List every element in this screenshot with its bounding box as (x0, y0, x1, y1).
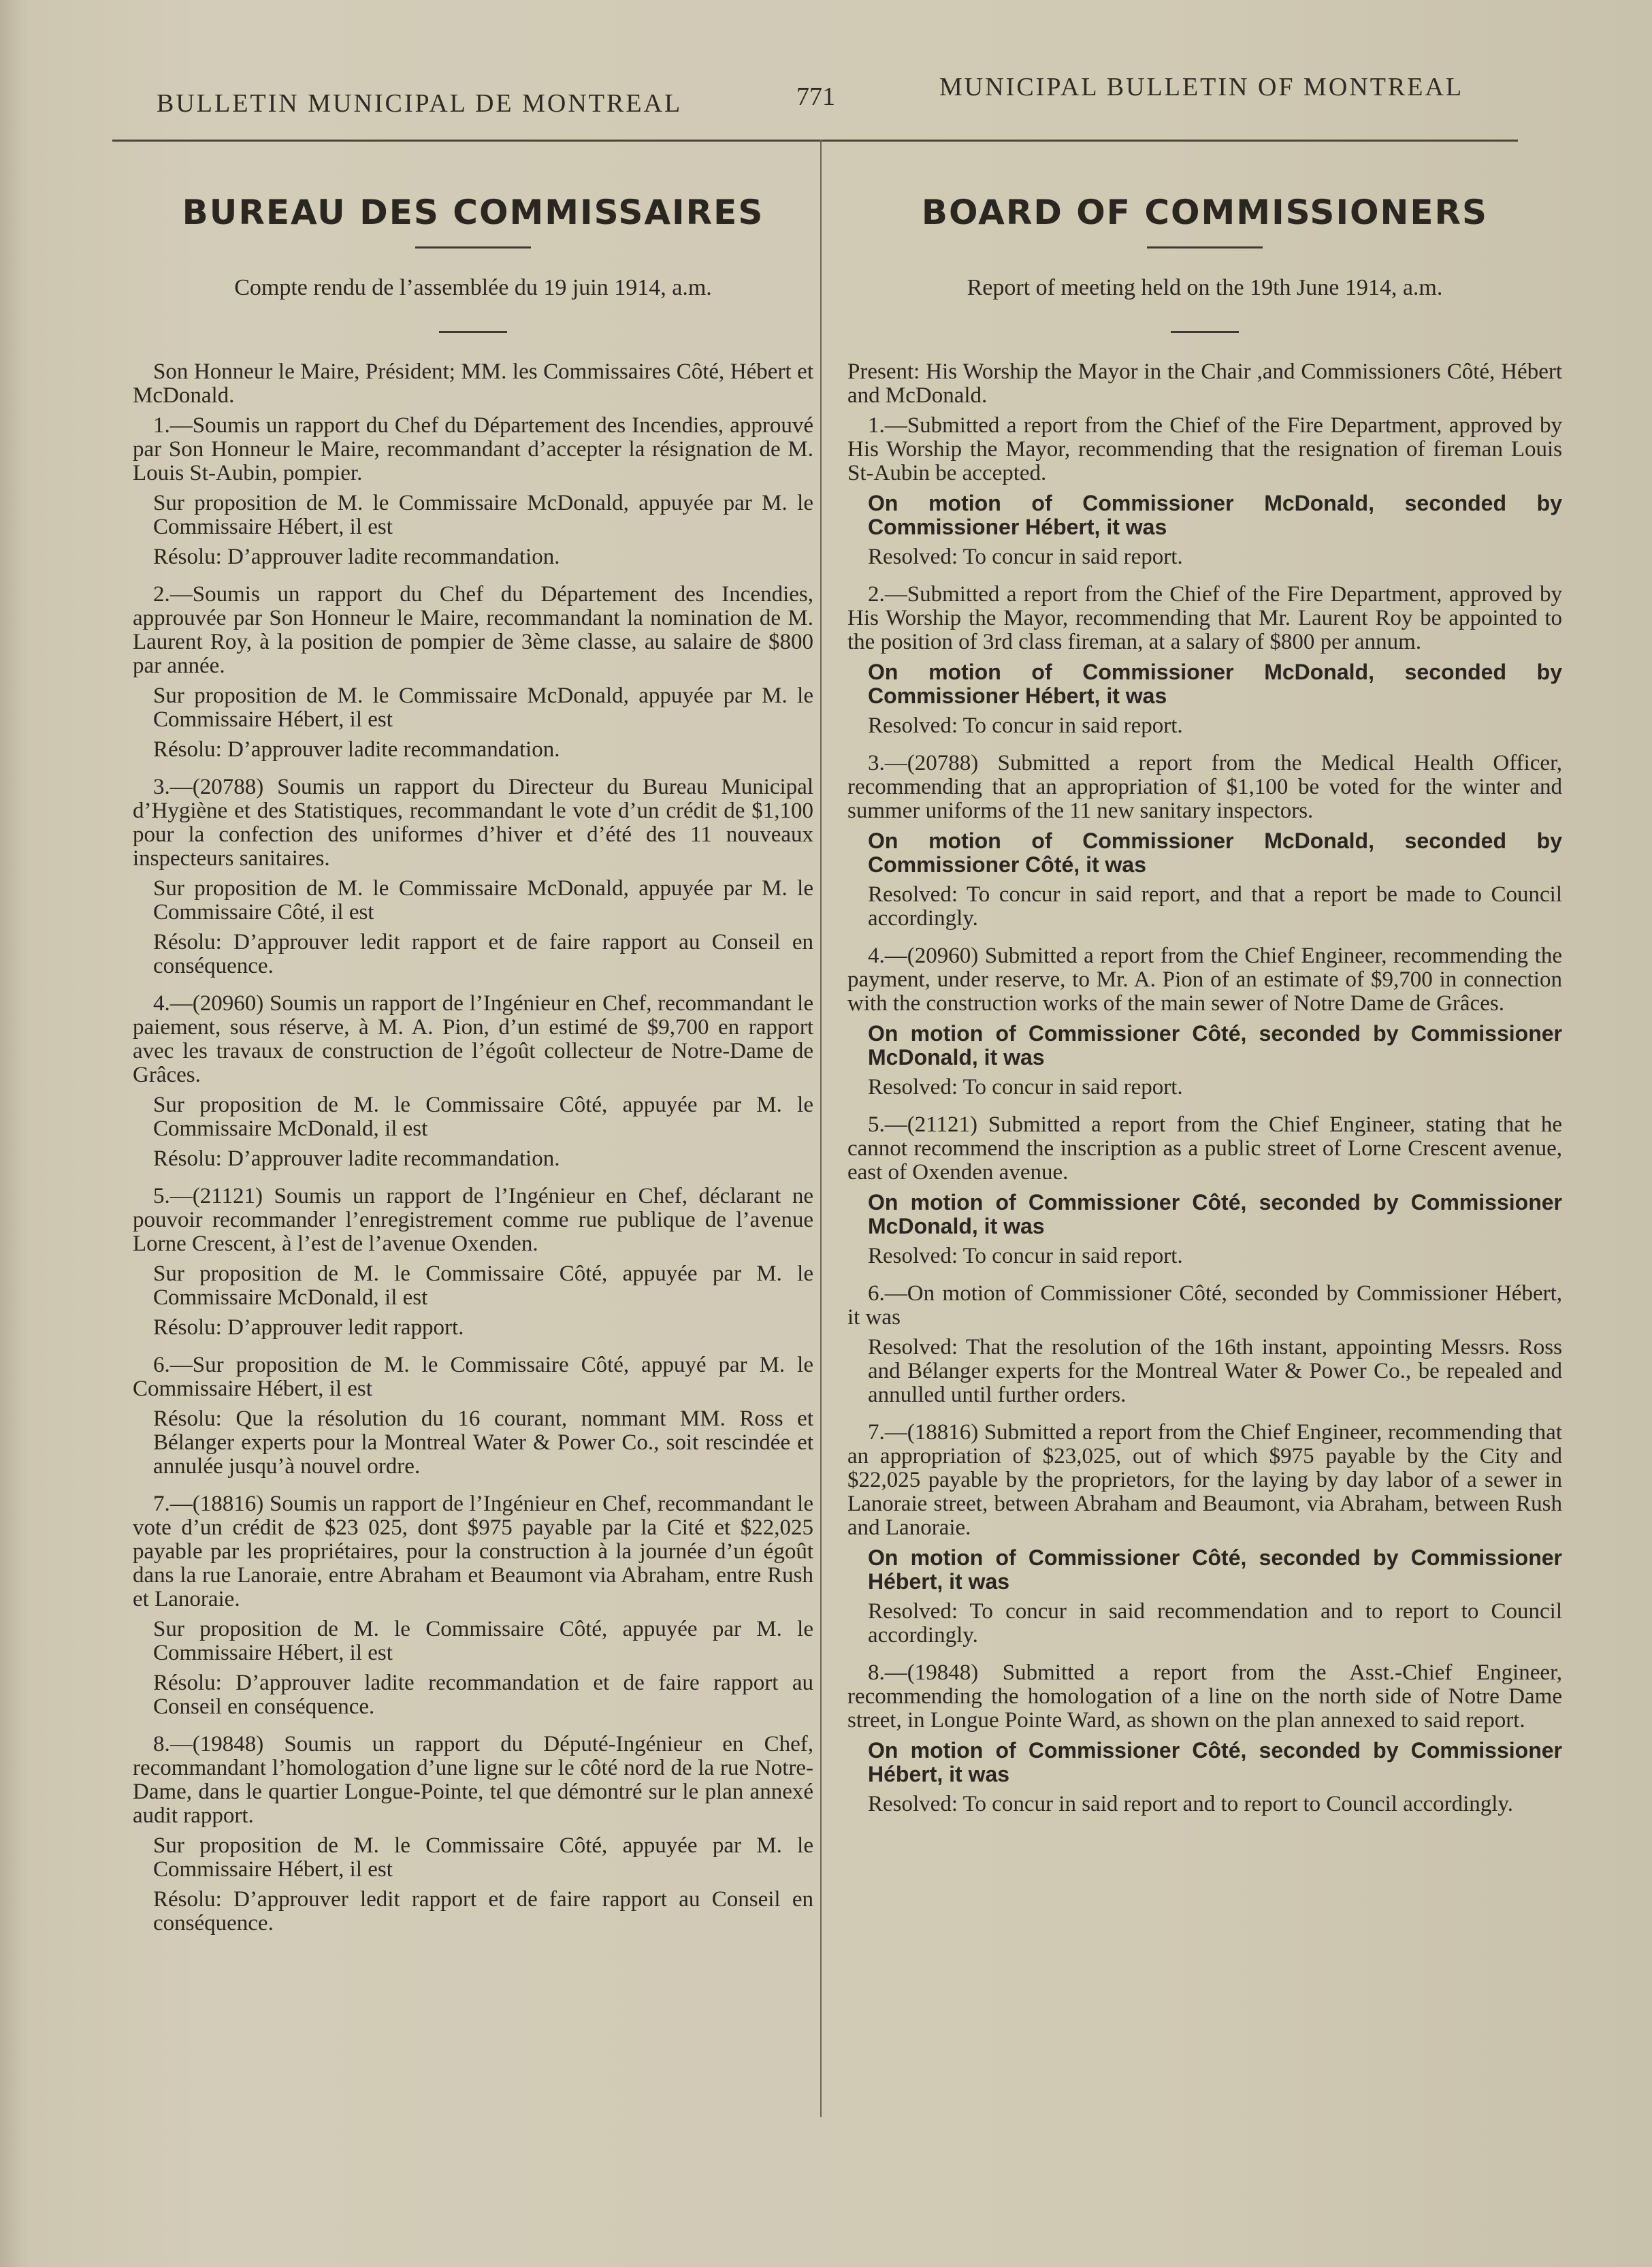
header-right-title: MUNICIPAL BULLETIN OF MONTREAL (939, 73, 1464, 101)
french-item-motion: Sur proposition de M. le Commissaire Côté, appuyée par M. le Commissaire McDonald, il est (153, 1093, 813, 1141)
english-item-resolved: Resolved: To concur in said report. (868, 1244, 1183, 1268)
french-item-text: 7.—(18816) Soumis un rapport de l’Ingénieur en Chef, recommandant le vote d’un crédit de $23 025, dont $975 payable par la Cité et $22,025 payable par les propriétaires, pour la construction à la journée d’un égoût dans la rue Lanoraie, entre Abraham et Beaumont via Abraham, entre Rush et Lanoraie. (133, 1492, 813, 1611)
page-number: 771 (796, 82, 835, 111)
english-subtitle: Report of meeting held on the 19th June 1914, a.m. (967, 275, 1443, 300)
french-item-text: 5.—(21121) Soumis un rapport de l’Ingénieur en Chef, déclarant ne pouvoir recommander l’enregistrement comme rue publique de l’avenue Lorne Crescent, à l’est de l’avenue Oxenden. (133, 1184, 813, 1256)
page-header (109, 68, 1525, 123)
french-item-resolved: Résolu: D’approuver ledit rapport et de faire rapport au Conseil en conséquence. (153, 930, 813, 978)
english-item-resolved: Resolved: To concur in said recommendation and to report to Council accordingly. (868, 1599, 1562, 1647)
english-item-text: 3.—(20788) Submitted a report from the Medical Health Officer, recommending that an appropriation of $1,100 be voted for the winter and summer uniforms of the 11 new sanitary inspectors. (847, 751, 1562, 823)
english-item-resolved: Resolved: To concur in said report. (868, 1075, 1183, 1099)
french-column (133, 157, 813, 1949)
english-item-motion: On motion of Commissioner McDonald, seconded by Commissioner Hébert, it was (868, 660, 1562, 708)
french-item-motion: Sur proposition de M. le Commissaire Côté, appuyée par M. le Commissaire Hébert, il est (153, 1617, 813, 1665)
english-item-motion: On motion of Commissioner McDonald, seconded by Commissioner Hébert, it was (868, 491, 1562, 539)
english-item-resolved: Resolved: That the resolution of the 16th instant, appointing Messrs. Ross and Bélanger experts for the Montreal Water & Power Co., be repealed and annulled until further orders. (868, 1335, 1562, 1407)
french-item-motion: Sur proposition de M. le Commissaire Côté, appuyée par M. le Commissaire Hébert, il est (153, 1833, 813, 1882)
english-item-text: 8.—(19848) Submitted a report from the Asst.-Chief Engineer, recommending the homologation of a line on the north side of Notre Dame street, in Longue Pointe Ward, as shown on the plan annexed to said report. (847, 1660, 1562, 1733)
english-item-text: 2.—Submitted a report from the Chief of the Fire Department, approved by His Worship the Mayor, recommending that Mr. Laurent Roy be appointed to the position of 3rd class fireman, at a salary of $800 per annum. (847, 582, 1562, 654)
french-item-resolved: Résolu: D’approuver ladite recommandation et de faire rapport au Conseil en conséquence. (153, 1671, 813, 1719)
english-item-text: 6.—On motion of Commissioner Côté, seconded by Commissioner Hébert, it was (847, 1281, 1562, 1330)
french-item-text: 6.—Sur proposition de M. le Commissaire Côté, appuyé par M. le Commissaire Hébert, il est (133, 1353, 813, 1401)
header-left-title: BULLETIN MUNICIPAL DE MONTREAL (157, 89, 683, 118)
subtitle-rule (1171, 331, 1239, 333)
english-item-motion: On motion of Commissioner Côté, seconded by Commissioner Hébert, it was (868, 1545, 1562, 1594)
french-item-resolved: Résolu: D’approuver ladite recommandation. (153, 1146, 560, 1171)
english-item-text: 1.—Submitted a report from the Chief of the Fire Department, approved by His Worship the Mayor, recommending that the resignation of fireman Louis St-Aubin be accepted. (847, 413, 1562, 485)
french-item-resolved: Résolu: Que la résolution du 16 courant, nommant MM. Ross et Bélanger experts pour la Montreal Water & Power Co., soit rescindée et annulée jusqu’à nouvel ordre. (153, 1406, 813, 1479)
english-item-resolved: Resolved: To concur in said report and to report to Council accordingly. (868, 1792, 1514, 1816)
french-item-text: 4.—(20960) Soumis un rapport de l’Ingénieur en Chef, recommandant le paiement, sous réserve, à M. A. Pion, d’un estimé de $9,700 en rapport avec les travaux de construction de l’égoût collecteur de Notre-Dame de Grâces. (133, 991, 813, 1087)
english-column (847, 157, 1562, 1830)
french-title: BUREAU DES COMMISSAIRES (182, 193, 764, 232)
english-present: Present: His Worship the Mayor in the Chair ,and Commissioners Côté, Hébert and McDonald. (847, 359, 1562, 408)
english-item-text: 7.—(18816) Submitted a report from the Chief Engineer, recommending that an appropriation of $23,025, out of which $975 payable by the City and $22,025 payable by the proprietors, for the laying by day labor of a sewer in Lanoraie street, between Abraham and Beaumont, via Abraham, between Rush and Lanoraie. (847, 1420, 1562, 1540)
french-item-resolved: Résolu: D’approuver ladite recommandation. (153, 737, 560, 762)
english-item-text: 5.—(21121) Submitted a report from the Chief Engineer, stating that he cannot recommend the inscription as a public street of Lorne Crescent avenue, east of Oxenden avenue. (847, 1112, 1562, 1185)
french-item-motion: Sur proposition de M. le Commissaire McDonald, appuyée par M. le Commissaire Côté, il est (153, 876, 813, 925)
english-title: BOARD OF COMMISSIONERS (921, 193, 1489, 232)
french-item-motion: Sur proposition de M. le Commissaire Côté, appuyée par M. le Commissaire McDonald, il est (153, 1261, 813, 1310)
title-rule (1147, 246, 1263, 248)
french-present: Son Honneur le Maire, Président; MM. les Commissaires Côté, Hébert et McDonald. (133, 359, 813, 408)
english-item-resolved: Resolved: To concur in said report. (868, 545, 1183, 569)
french-item-text: 1.—Soumis un rapport du Chef du Département des Incendies, approuvé par Son Honneur le Maire, recommandant d’accepter la résignation de M. Louis St-Aubin, pompier. (133, 413, 813, 485)
english-item-text: 4.—(20960) Submitted a report from the Chief Engineer, recommending the payment, under reserve, to Mr. A. Pion of an estimate of $9,700 in connection with the construction works of the main sewer of Notre Dame de Grâces. (847, 944, 1562, 1016)
english-item-resolved: Resolved: To concur in said report. (868, 713, 1183, 738)
french-item-text: 3.—(20788) Soumis un rapport du Directeur du Bureau Municipal d’Hygiène et des Statistiques, recommandant le vote d’un crédit de $1,100 pour la confection des uniformes d’hiver et d’été des 11 nouveaux inspecteurs sanitaires. (133, 775, 813, 871)
french-item-motion: Sur proposition de M. le Commissaire McDonald, appuyée par M. le Commissaire Hébert, il est (153, 491, 813, 539)
english-item-resolved: Resolved: To concur in said report, and that a report be made to Council accordingly. (868, 882, 1562, 931)
english-item-motion: On motion of Commissioner Côté, seconded by Commissioner McDonald, it was (868, 1021, 1562, 1070)
subtitle-rule (439, 331, 507, 333)
english-item-motion: On motion of Commissioner McDonald, seconded by Commissioner Côté, it was (868, 829, 1562, 877)
french-subtitle: Compte rendu de l’assemblée du 19 juin 1914, a.m. (234, 275, 712, 300)
french-item-resolved: Résolu: D’approuver ledit rapport et de faire rapport au Conseil en conséquence. (153, 1887, 813, 1935)
header-rule (112, 140, 1518, 142)
french-item-text: 2.—Soumis un rapport du Chef du Département des Incendies, approuvée par Son Honneur le Maire, recommandant la nomination de M. Laurent Roy, à la position de pompier de 3ème classe, au salaire de $800 par année. (133, 582, 813, 678)
english-item-motion: On motion of Commissioner Côté, seconded by Commissioner McDonald, it was (868, 1190, 1562, 1238)
french-item-resolved: Résolu: D’approuver ledit rapport. (153, 1315, 464, 1340)
column-divider (820, 140, 822, 2117)
title-rule (415, 246, 531, 248)
french-item-resolved: Résolu: D’approuver ladite recommandation. (153, 545, 560, 569)
french-item-text: 8.—(19848) Soumis un rapport du Député-Ingénieur en Chef, recommandant l’homologation d’une ligne sur le côté nord de la rue Notre-Dame, dans le quartier Longue-Pointe, tel que démontré sur le plan annexé audit rapport. (133, 1732, 813, 1828)
french-item-motion: Sur proposition de M. le Commissaire McDonald, appuyée par M. le Commissaire Hébert, il est (153, 684, 813, 732)
english-item-motion: On motion of Commissioner Côté, seconded by Commissioner Hébert, it was (868, 1738, 1562, 1786)
